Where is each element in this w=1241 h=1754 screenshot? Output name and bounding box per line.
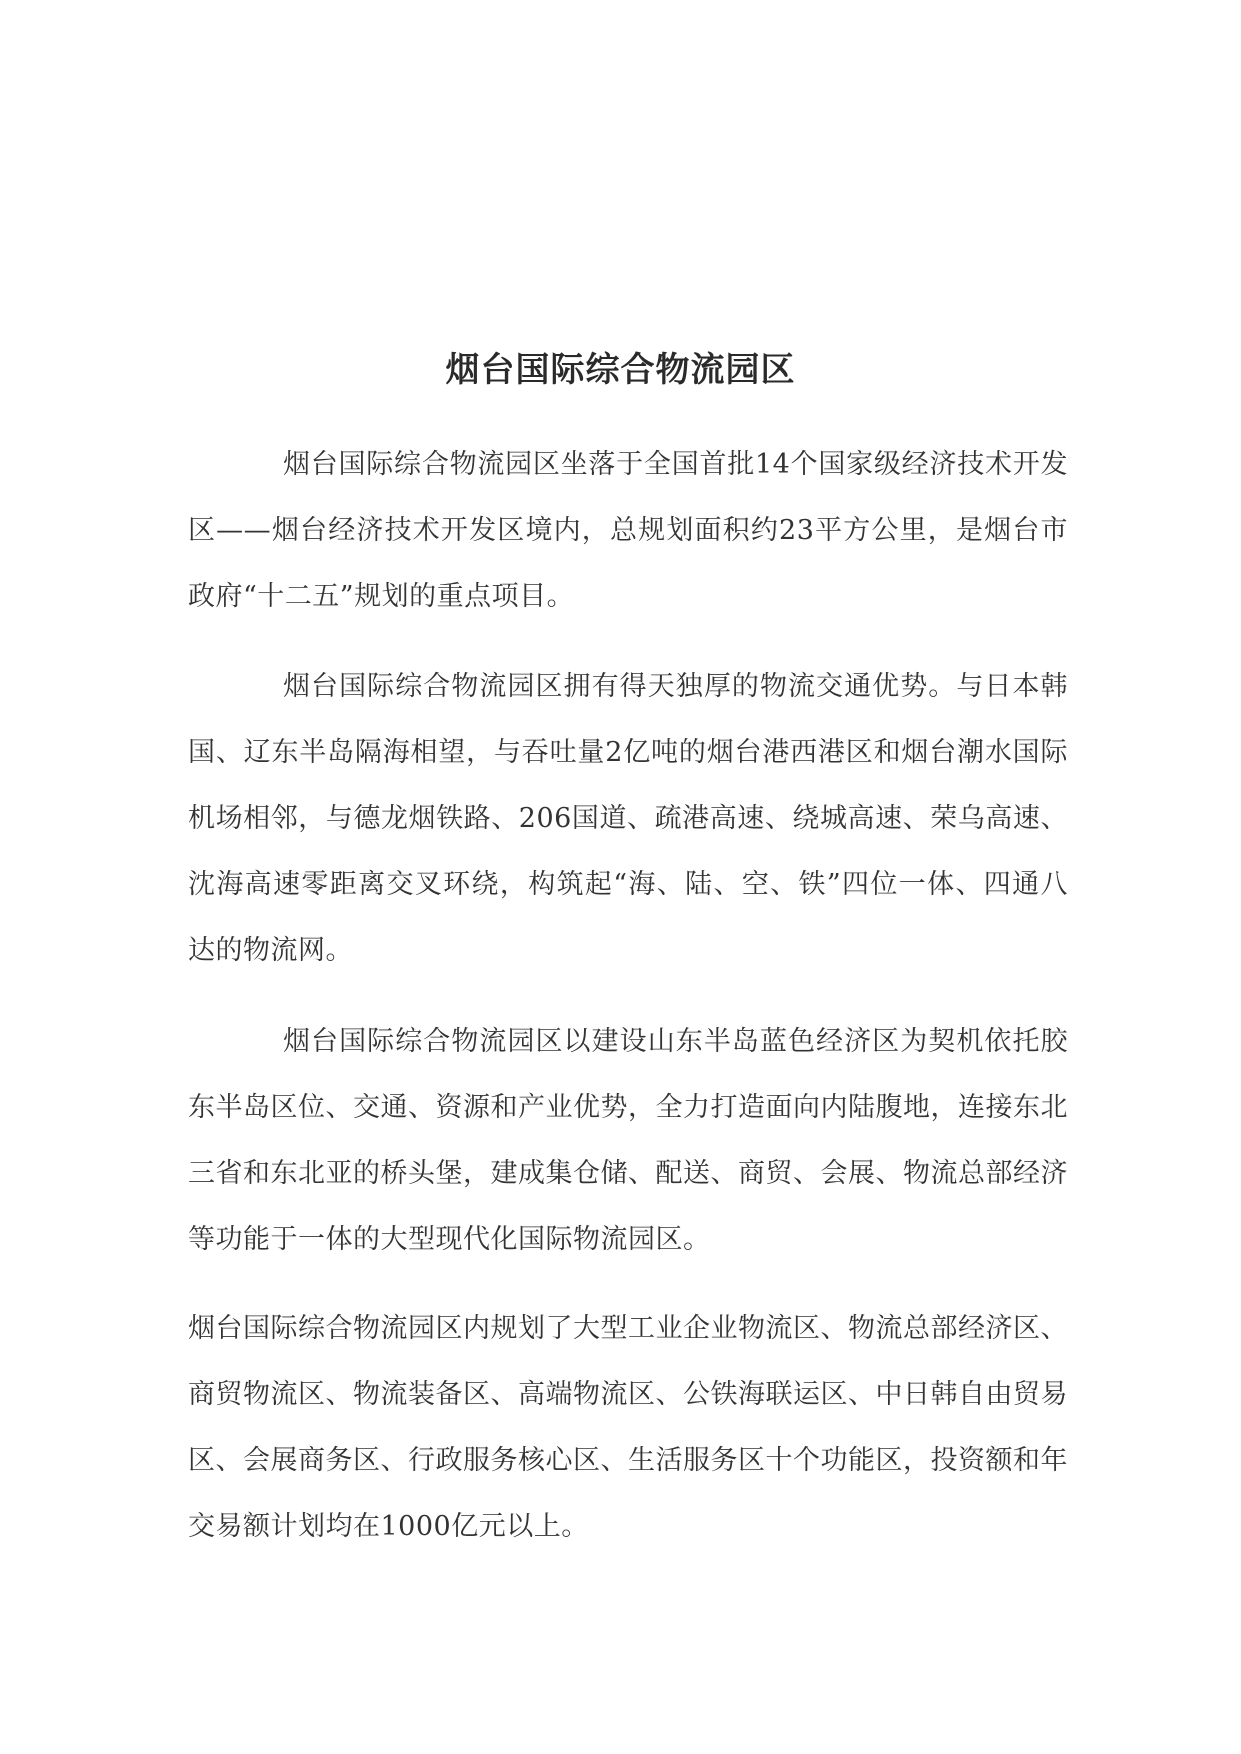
paragraph-location: 烟台国际综合物流园区坐落于全国首批14个国家级经济技术开发区——烟台经济技术开发区境内，总规划面积约23平方公里，是烟台市政府“十二五”规划的重点项目。 (188, 449, 1068, 612)
paragraph-development-goal: 烟台国际综合物流园区以建设山东半岛蓝色经济区为契机依托胶东半岛区位、交通、资源和产业优势，全力打造面向内陆腹地，连接东北三省和东北亚的桥头堡，建成集仓储、配送、商贸、会展、物流总部经济等功能于一体的大型现代化国际物流园区。 (188, 1026, 1068, 1255)
paragraph-functional-zones: 烟台国际综合物流园区内规划了大型工业企业物流区、物流总部经济区、商贸物流区、物流装备区、高端物流区、公铁海联运区、中日韩自由贸易区、会展商务区、行政服务核心区、生活服务区十个功能区，投资额和年交易额计划均在1000亿元以上。 (188, 1313, 1068, 1542)
paragraph-transport-advantage: 烟台国际综合物流园区拥有得天独厚的物流交通优势。与日本韩国、辽东半岛隔海相望，与吞吐量2亿吨的烟台港西港区和烟台潮水国际机场相邻，与德龙烟铁路、206国道、疏港高速、绕城高速、荣乌高速、沈海高速零距离交叉环绕，构筑起“海、陆、空、铁”四位一体、四通八达的物流网。 (188, 671, 1068, 966)
document-title: 烟台国际综合物流园区 (445, 350, 796, 390)
